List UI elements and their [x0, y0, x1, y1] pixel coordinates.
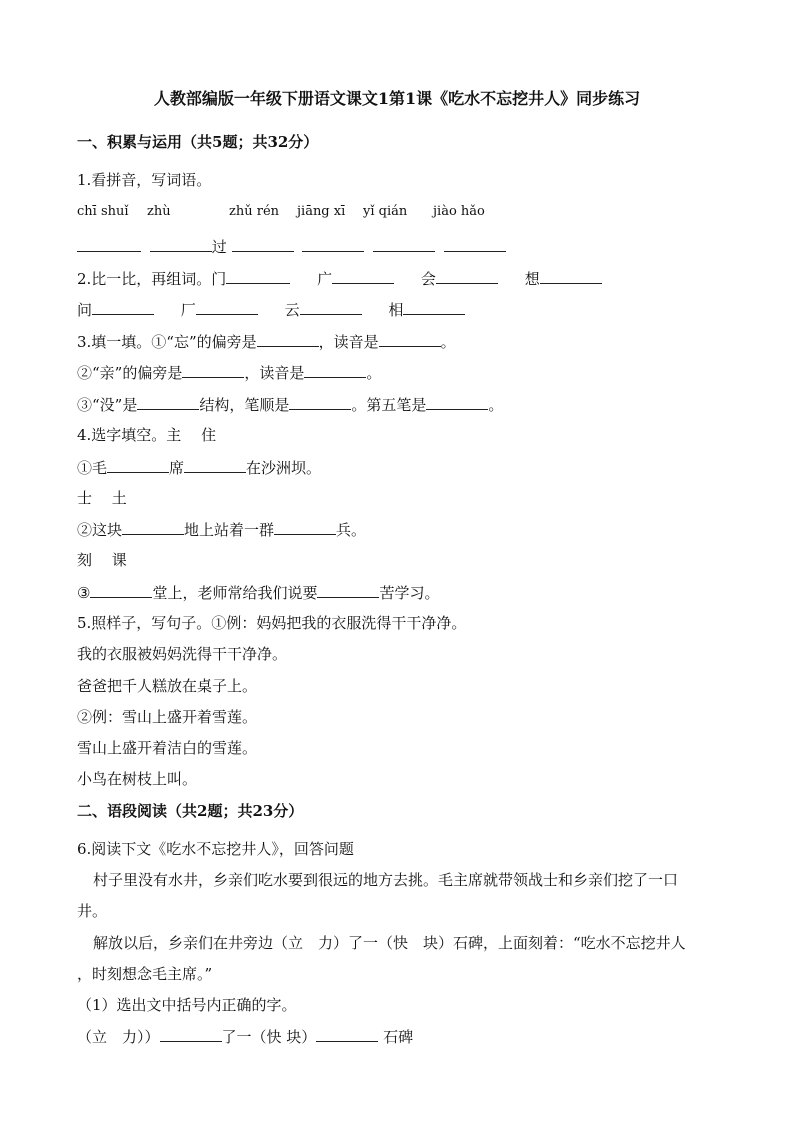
- q5-sentence: 爸爸把千人糕放在桌子上。: [77, 677, 258, 695]
- q4-text: 地上站着一群: [184, 521, 275, 539]
- q5-stem: 5.照样子，写句子。①例：妈妈把我的衣服洗得干干净净。: [77, 614, 467, 632]
- q4-pair-2: 士 土: [77, 489, 127, 507]
- answer-blank[interactable]: [150, 236, 212, 252]
- answer-blank[interactable]: [436, 268, 498, 284]
- answer-blank[interactable]: [77, 236, 141, 252]
- pinyin-6: jiào hǎo: [433, 204, 485, 219]
- q4-text: 兵。: [336, 521, 367, 539]
- answer-blank[interactable]: [122, 519, 184, 535]
- answer-blank[interactable]: [184, 457, 246, 473]
- passage-paragraph: ，时刻想念毛主席。”: [77, 965, 213, 983]
- q5-sentence: 雪山上盛开着洁白的雪莲。: [77, 739, 258, 757]
- answer-blank[interactable]: [540, 268, 602, 284]
- section-heading-1: 一、积累与运用（共5题；共32分）: [77, 133, 319, 151]
- q6-text: 石碑: [378, 1028, 414, 1046]
- q1-stem: 1.看拼音，写词语。: [77, 171, 212, 189]
- answer-blank[interactable]: [160, 1026, 222, 1042]
- q4-stem: 4.选字填空。主 住: [77, 426, 217, 444]
- q4-line-3: [77, 582, 439, 603]
- q6-text: （立 力））: [77, 1028, 160, 1046]
- answer-blank[interactable]: [257, 331, 319, 347]
- page-title: 人教部编版一年级下册语文课文1第1课《吃水不忘挖井人》同步练习: [153, 89, 641, 108]
- q3-text: 3.填一填。①“忘”的偏旁是: [77, 333, 257, 351]
- section-heading-2: 二、语段阅读（共2题；共23分）: [77, 802, 304, 820]
- answer-blank[interactable]: [444, 236, 506, 252]
- q4-line-2: [77, 519, 366, 540]
- pinyin-4: jiāng xī: [297, 204, 346, 219]
- q4-text: ①毛: [77, 459, 108, 477]
- passage-paragraph: 村子里没有水井，乡亲们吃水要到很远的地方去挑。毛主席就带领战士和乡亲们挖了一口: [93, 871, 679, 889]
- answer-blank[interactable]: [403, 299, 465, 315]
- q2-char: 会: [420, 270, 436, 288]
- answer-blank[interactable]: [332, 268, 394, 284]
- q3-text: 。: [488, 396, 504, 414]
- passage-paragraph: 解放以后，乡亲们在井旁边（立 力）了一（快 块）石碑，上面刻着：“吃水不忘挖井人: [93, 934, 686, 952]
- answer-blank[interactable]: [274, 519, 336, 535]
- q5-sentence: 我的衣服被妈妈洗得干干净净。: [77, 645, 288, 663]
- answer-blank[interactable]: [92, 299, 154, 315]
- q2-row-1: [77, 268, 602, 289]
- q3-text: 。第五笔是: [351, 396, 427, 414]
- q4-text: ③: [77, 584, 91, 602]
- answer-blank[interactable]: [196, 299, 258, 315]
- q6-sub-question: （1）选出文中括号内正确的字。: [77, 996, 297, 1014]
- q3-text: 。: [440, 333, 456, 351]
- q4-text: 堂上，老师常给我们说要: [152, 584, 318, 602]
- answer-blank[interactable]: [182, 362, 244, 378]
- q3-text: ，读音是: [244, 364, 305, 382]
- q3-text: ③“没”是: [77, 396, 138, 414]
- answer-blank[interactable]: [289, 394, 351, 410]
- answer-blank[interactable]: [373, 236, 435, 252]
- q2-char: 问: [77, 301, 93, 319]
- q2-stem: 2.比一比，再组词。门: [77, 270, 227, 288]
- q3-line-2: [77, 362, 381, 383]
- answer-blank[interactable]: [426, 394, 488, 410]
- answer-blank[interactable]: [379, 331, 441, 347]
- answer-blank[interactable]: [304, 362, 366, 378]
- q2-char: 厂: [180, 301, 196, 319]
- q3-text: ②“亲”的偏旁是: [77, 364, 183, 382]
- q2-row-2: [77, 299, 465, 320]
- q6-text: 了一（快 块）: [221, 1028, 317, 1046]
- q2-char: 云: [284, 301, 300, 319]
- answer-blank[interactable]: [232, 236, 294, 252]
- q4-pair-3: 刻 课: [77, 551, 127, 569]
- q5-sentence: 小鸟在树枝上叫。: [77, 770, 198, 788]
- answer-blank[interactable]: [107, 457, 169, 473]
- q4-text: 席: [169, 459, 185, 477]
- answer-blank[interactable]: [317, 582, 379, 598]
- q5-sentence: ②例：雪山上盛开着雪莲。: [77, 708, 258, 726]
- q4-text: ②这块: [77, 521, 123, 539]
- q3-line-3: [77, 394, 503, 415]
- answer-blank[interactable]: [90, 582, 152, 598]
- q3-text: ，读音是: [318, 333, 379, 351]
- pinyin-1: chī shuǐ: [77, 204, 129, 219]
- q1-mid-char: 过: [211, 238, 227, 256]
- answer-blank[interactable]: [302, 236, 364, 252]
- q3-text: 结构，笔顺是: [199, 396, 290, 414]
- q2-char: 相: [388, 301, 404, 319]
- q3-line-1: [77, 331, 456, 352]
- q4-line-1: [77, 457, 321, 478]
- q2-char: 广: [317, 270, 333, 288]
- q1-answer-row: [77, 236, 506, 257]
- q6-answer-line: [77, 1026, 413, 1047]
- answer-blank[interactable]: [137, 394, 199, 410]
- pinyin-2: zhù: [147, 204, 171, 219]
- q4-text: 苦学习。: [379, 584, 440, 602]
- q6-stem: 6.阅读下文《吃水不忘挖井人》，回答问题: [77, 840, 354, 858]
- answer-blank[interactable]: [300, 299, 362, 315]
- q3-text: 。: [366, 364, 382, 382]
- passage-paragraph: 井。: [77, 902, 108, 920]
- q2-char: 想: [524, 270, 540, 288]
- answer-blank[interactable]: [226, 268, 290, 284]
- answer-blank[interactable]: [316, 1026, 378, 1042]
- pinyin-5: yǐ qián: [363, 204, 408, 219]
- pinyin-3: zhǔ rén: [229, 204, 280, 219]
- q4-text: 在沙洲坝。: [246, 459, 322, 477]
